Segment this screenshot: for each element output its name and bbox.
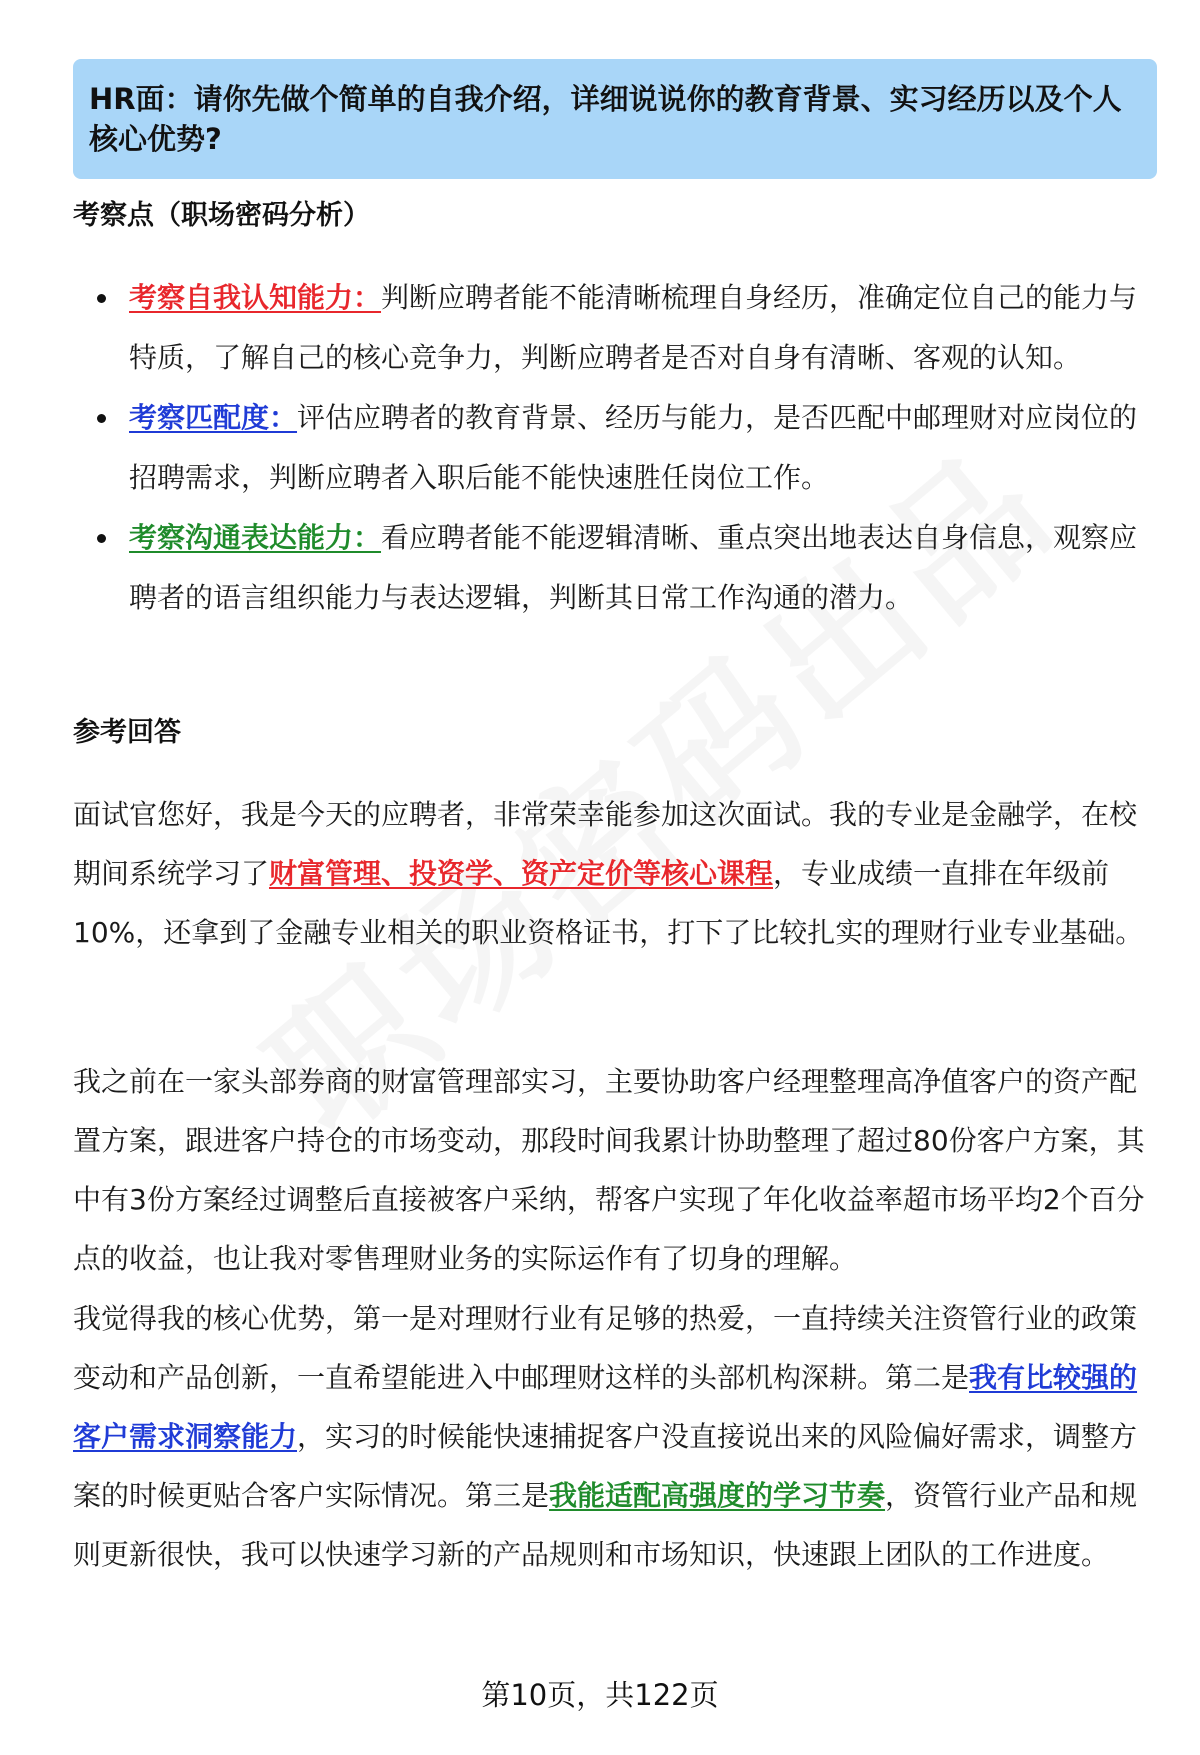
point-label: 考察匹配度： [129,401,298,434]
paragraph-text: ，专业成绩一直排在年级前10%，还拿到了金融专业相关的职业资格证书，打下了比较扎实的理财行业专业基础。 [73,857,1144,949]
paragraph-text: ，实习的时候能快速捕捉客户没直接说出来的风险偏好需求，调整方案的时候更贴合客户实际情况。第三是 [73,1420,1138,1512]
point-text: 看应聘者能不能逻辑清晰、重点突出地表达自身信息，观察应聘者的语言组织能力与表达逻辑，判断其日常工作沟通的潜力。 [129,521,1138,614]
bullet-dot-icon [97,294,106,303]
section-title-reference-answer: 参考回答 [73,717,181,748]
answer-paragraph-strengths [73,1289,1163,1584]
highlight-insight: 我有比较强的客户需求洞察能力 [73,1361,1138,1453]
assessment-point [73,508,1163,628]
point-label: 考察沟通表达能力： [129,521,382,554]
point-text: 评估应聘者的教育背景、经历与能力，是否匹配中邮理财对应岗位的招聘需求，判断应聘者入职后能不能快速胜任岗位工作。 [129,401,1138,494]
assessment-point [73,388,1163,508]
assessment-point [73,268,1163,388]
point-label: 考察自我认知能力： [129,281,382,314]
section-title-assessment: 考察点（职场密码分析） [73,200,370,231]
answer-paragraph-education [73,785,1163,962]
highlight-courses: 财富管理、投资学、资产定价等核心课程 [269,857,774,890]
bullet-dot-icon [97,414,106,423]
question-text: HR面：请你先做个简单的自我介绍，详细说说你的教育背景、实习经历以及个人核心优势? [89,82,1122,156]
point-text: 判断应聘者能不能清晰梳理自身经历，准确定位自己的能力与特质，了解自己的核心竞争力，判断应聘者是否对自身有清晰、客观的认知。 [129,281,1138,374]
paragraph-text: 面试官您好，我是今天的应聘者，非常荣幸能参加这次面试。我的专业是金融学，在校期间系统学习了 [73,798,1138,890]
answer-paragraph-internship: 我之前在一家头部券商的财富管理部实习，主要协助客户经理整理高净值客户的资产配置方案，跟进客户持仓的市场变动，那段时间我累计协助整理了超过80份客户方案，其中有3份方案经过调整后直接被客户采纳，帮客户实现了年化收益率超市场平均2个百分点的收益，也让我对零售理财业务的实际运作有了切身的理解。 [73,1065,1145,1275]
paragraph-text: 我觉得我的核心优势，第一是对理财行业有足够的热爱，一直持续关注资管行业的政策变动和产品创新，一直希望能进入中邮理财这样的头部机构深耕。第二是 [73,1302,1138,1394]
page-number: 第10页，共122页 [481,1678,719,1712]
highlight-learning: 我能适配高强度的学习节奏 [549,1479,886,1512]
paragraph-text: ，资管行业产品和规则更新很快，我可以快速学习新的产品规则和市场知识，快速跟上团队的工作进度。 [73,1479,1138,1571]
bullet-dot-icon [97,534,106,543]
question-box [73,59,1157,179]
assessment-points-list [73,268,1163,628]
